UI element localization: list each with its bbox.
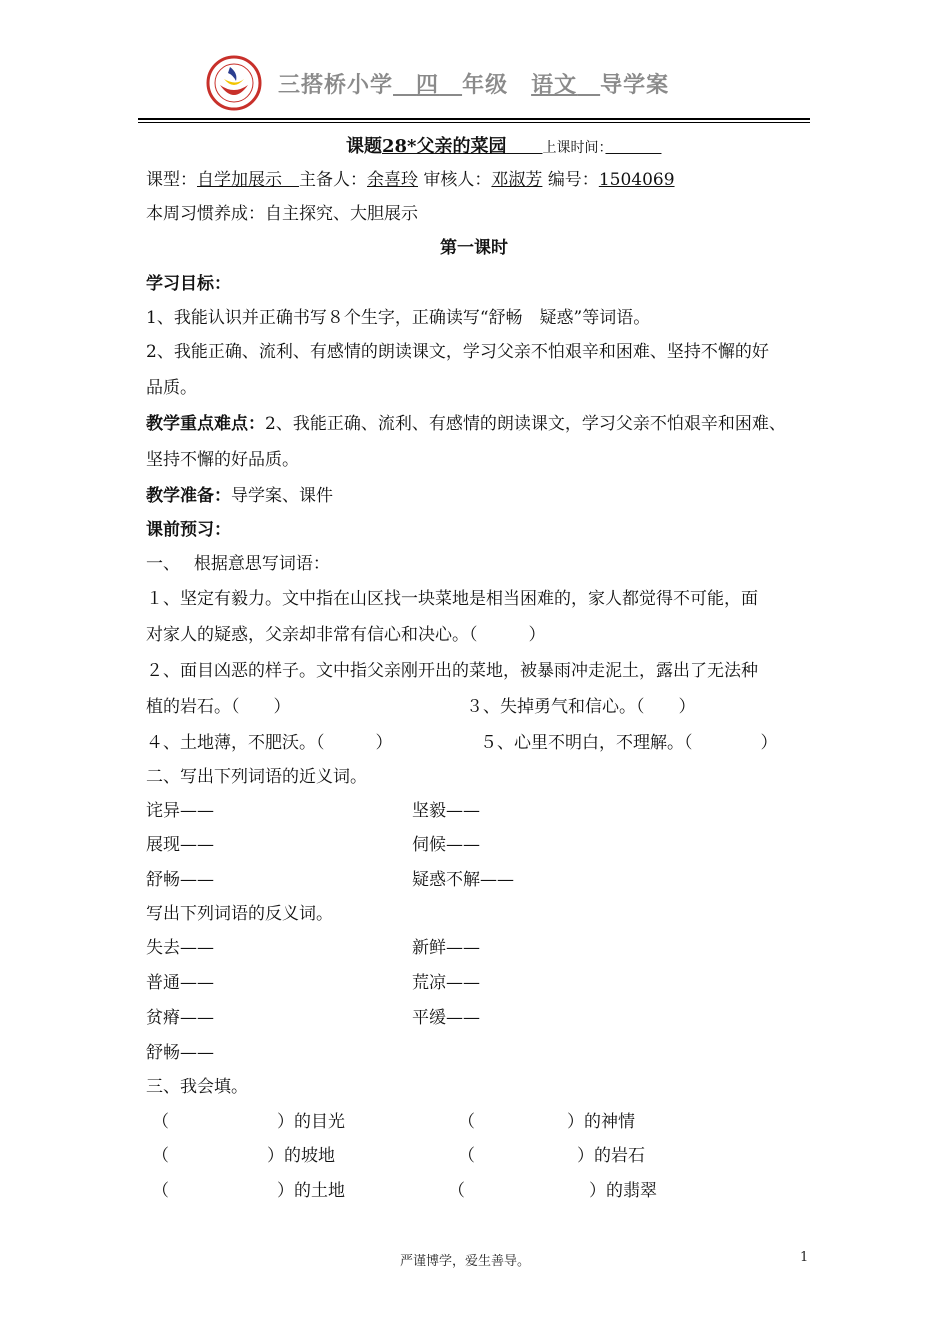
synonym-item: 展现—— [146,835,214,855]
part1-q5: ５、心里不明白，不理解。（ ） [480,733,778,753]
part1-q4: ４、土地薄，不肥沃。（ ） [146,733,393,753]
header-grade-suffix: 年级 [462,73,509,98]
synonym-item: 舒畅—— [146,870,214,890]
part1-q2-line-2: 植的岩石。（ ） [146,697,291,717]
header-rule-thick [138,118,810,120]
fill-item: （ ）的翡翠 [448,1181,657,1201]
antonym-item: 新鲜—— [412,938,480,958]
habit-line: 本周习惯养成：自主探究、大胆展示 [146,204,418,224]
preview-heading: 课前预习： [146,520,231,540]
preparer-value: 余喜玲 [367,170,418,190]
focus-line-1 [146,414,786,434]
antonym-item: 舒畅—— [146,1043,214,1063]
number-value: 1504069 [598,170,675,190]
focus-heading: 教学重点难点： [146,414,265,434]
lesson-title-line [346,132,661,158]
synonym-item: 伺候—— [412,835,480,855]
part1-q1-line-2: 对家人的疑惑，父亲却非常有信心和决心。（ ） [146,625,546,645]
school-logo [206,55,262,111]
section-title: 第一课时 [440,238,508,258]
synonym-item: 疑惑不解—— [412,870,514,890]
antonym-item: 失去—— [146,938,214,958]
type-value: 自学加展示 [197,170,282,190]
lesson-title: 28*父亲的菜园 [382,136,507,157]
fill-item: （ ）的坡地 [152,1146,335,1166]
meta-line [146,170,675,190]
prep-heading: 教学准备： [146,486,231,506]
lesson-title-label: 课题 [346,136,382,157]
header-rule-thin [138,122,810,123]
focus-text-1: 2、我能正确、流利、有感情的朗读课文，学习父亲不怕艰辛和困难、 [265,414,786,434]
type-label: 课型： [146,170,197,190]
reviewer-label: 审核人： [423,170,492,190]
goal-1: 1、我能认识并正确书写８个生字，正确读写“舒畅 疑惑”等词语。 [146,308,651,328]
fill-item: （ ）的岩石 [458,1146,645,1166]
antonym-title: 写出下列词语的反义词。 [146,904,333,924]
part1-q3: ３、失掉勇气和信心。（ ） [466,697,696,717]
fill-item: （ ）的神情 [458,1112,635,1132]
part1-q2-line-1: ２、面目凶恶的样子。文中指父亲刚开出的菜地，被暴雨冲走泥土，露出了无法种 [146,661,758,681]
antonym-item: 普通—— [146,973,214,993]
page-number: 1 [800,1250,809,1265]
number-label: 编号： [547,170,599,190]
prep-text: 导学案、课件 [231,486,333,506]
part1-q1-line-1: １、坚定有毅力。文中指在山区找一块菜地是相当困难的，家人都觉得不可能，面 [146,589,758,609]
antonym-item: 平缓—— [412,1008,480,1028]
header-grade: 四 [416,73,440,98]
part1-title: 一、 根据意思写词语： [146,554,330,574]
fill-item: （ ）的土地 [152,1181,345,1201]
header-school: 三搭桥小学 [278,73,394,98]
header-title [278,68,669,99]
footer-motto: 严谨博学，爱生善导。 [400,1254,531,1269]
synonym-item: 诧异—— [146,801,214,821]
goal-2-line-2: 品质。 [146,378,197,398]
prep-line [146,486,333,506]
synonym-item: 坚毅—— [412,801,480,821]
part3-title: 三、我会填。 [146,1077,248,1097]
part2-title: 二、写出下列词语的近义词。 [146,767,367,787]
lesson-time-blank [605,140,661,156]
antonym-item: 贫瘠—— [146,1008,214,1028]
goals-heading: 学习目标： [146,274,231,294]
focus-line-2: 坚持不懈的好品质。 [146,450,299,470]
goal-2-line-1: 2、我能正确、流利、有感情的朗读课文，学习父亲不怕艰辛和困难、坚持不懈的好 [146,342,769,362]
antonym-item: 荒凉—— [412,973,480,993]
reviewer-value: 邓淑芳 [491,170,543,190]
header-subject: 语文 [531,73,578,98]
fill-item: （ ）的目光 [152,1112,345,1132]
lesson-time-label: 上课时间： [542,140,606,156]
preparer-label: 主备人： [299,170,367,190]
header-doc-type: 导学案 [600,73,670,98]
